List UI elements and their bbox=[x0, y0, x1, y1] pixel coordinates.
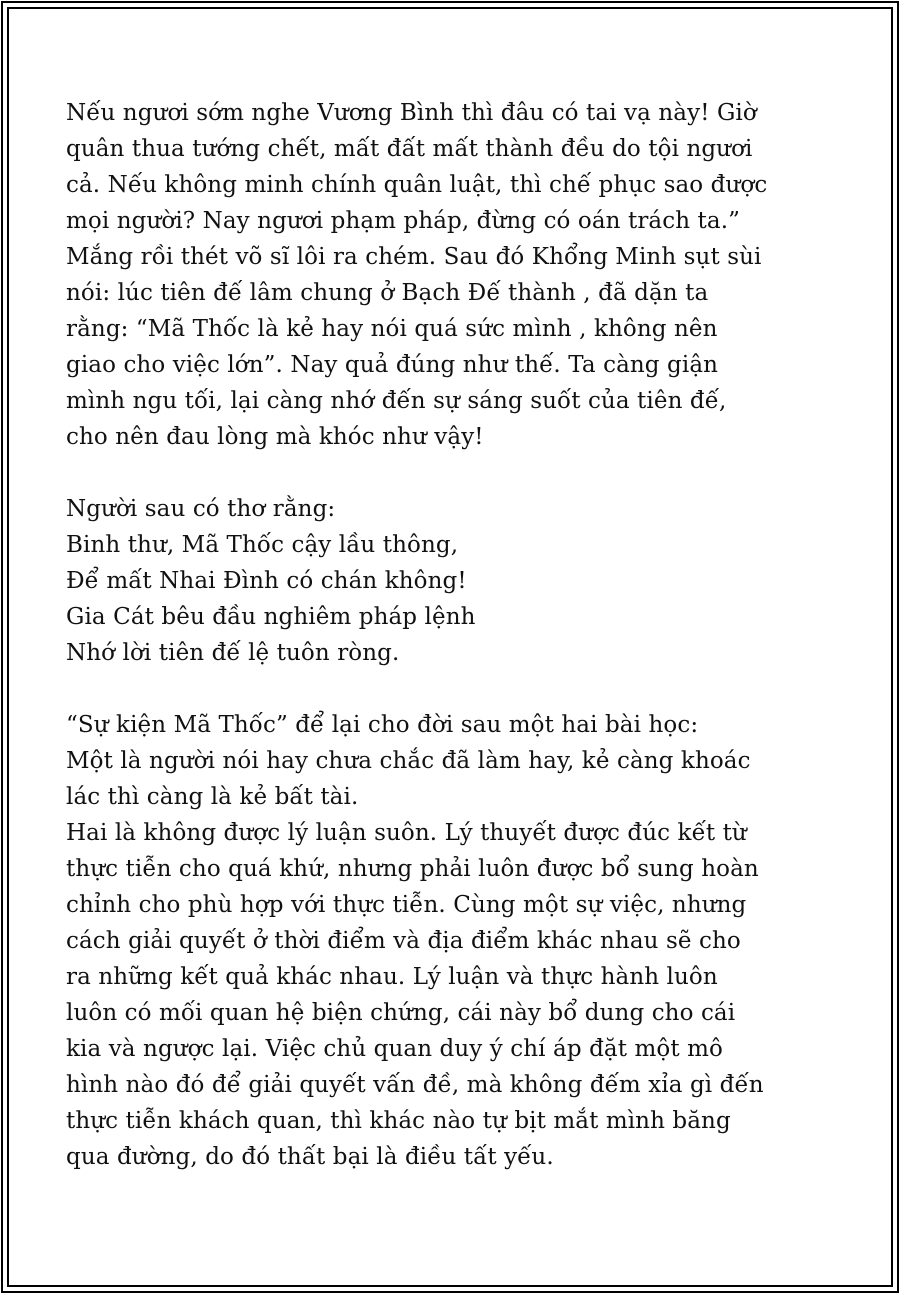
text-line: Mắng rồi thét võ sĩ lôi ra chém. Sau đó Khổng Minh sụt sùi bbox=[66, 244, 762, 270]
text-line: cho nên đau lòng mà khóc như vậy! bbox=[66, 424, 484, 450]
text-line: “Sự kiện Mã Thốc” để lại cho đời sau một hai bài học: bbox=[66, 712, 699, 738]
text-line: Hai là không được lý luận suôn. Lý thuyết được đúc kết từ bbox=[66, 820, 747, 846]
text-line: cách giải quyết ở thời điểm và địa điểm khác nhau sẽ cho bbox=[66, 928, 741, 954]
text-line: qua đường, do đó thất bại là điều tất yếu. bbox=[66, 1144, 554, 1170]
text-line: nói: lúc tiên đế lâm chung ở Bạch Đế thành , đã dặn ta bbox=[66, 280, 709, 306]
poem-paragraph bbox=[66, 491, 856, 671]
poem-line: Để mất Nhai Đình có chán không! bbox=[66, 568, 467, 594]
poem-line: Nhớ lời tiên đế lệ tuôn ròng. bbox=[66, 640, 400, 666]
paragraph-1 bbox=[66, 95, 856, 455]
document-body bbox=[66, 95, 856, 1175]
text-line: mình ngu tối, lại càng nhớ đến sự sáng suốt của tiên đế, bbox=[66, 388, 727, 414]
text-line: rằng: “Mã Thốc là kẻ hay nói quá sức mình , không nên bbox=[66, 316, 718, 342]
text-line: chỉnh cho phù hợp với thực tiễn. Cùng một sự việc, nhưng bbox=[66, 892, 747, 918]
paragraph-spacer bbox=[66, 455, 856, 491]
text-line: luôn có mối quan hệ biện chứng, cái này bổ dung cho cái bbox=[66, 1000, 736, 1026]
text-line: Một là người nói hay chưa chắc đã làm hay, kẻ càng khoác bbox=[66, 748, 751, 774]
text-line: thực tiễn cho quá khứ, nhưng phải luôn được bổ sung hoàn bbox=[66, 856, 759, 882]
poem-line: Gia Cát bêu đầu nghiêm pháp lệnh bbox=[66, 604, 476, 630]
text-line: thực tiễn khách quan, thì khác nào tự bịt mắt mình băng bbox=[66, 1108, 731, 1134]
text-line: ra những kết quả khác nhau. Lý luận và thực hành luôn bbox=[66, 964, 718, 990]
text-line: giao cho việc lớn”. Nay quả đúng như thế. Ta càng giận bbox=[66, 352, 719, 378]
text-line: lác thì càng là kẻ bất tài. bbox=[66, 784, 359, 810]
text-line: quân thua tướng chết, mất đất mất thành đều do tội ngươi bbox=[66, 136, 753, 162]
paragraph-3 bbox=[66, 707, 856, 1175]
text-line: mọi người? Nay ngươi phạm pháp, đừng có oán trách ta.” bbox=[66, 208, 740, 234]
poem-line: Binh thư, Mã Thốc cậy lầu thông, bbox=[66, 532, 459, 558]
text-line: Nếu ngươi sớm nghe Vương Bình thì đâu có tai vạ này! Giờ bbox=[66, 100, 757, 126]
text-line: kia và ngược lại. Việc chủ quan duy ý chí áp đặt một mô bbox=[66, 1036, 723, 1062]
paragraph-spacer bbox=[66, 671, 856, 707]
text-line: cả. Nếu không minh chính quân luật, thì chế phục sao được bbox=[66, 172, 768, 198]
poem-intro-line: Người sau có thơ rằng: bbox=[66, 496, 336, 522]
text-line: hình nào đó để giải quyết vấn đề, mà không đếm xỉa gì đến bbox=[66, 1072, 764, 1098]
